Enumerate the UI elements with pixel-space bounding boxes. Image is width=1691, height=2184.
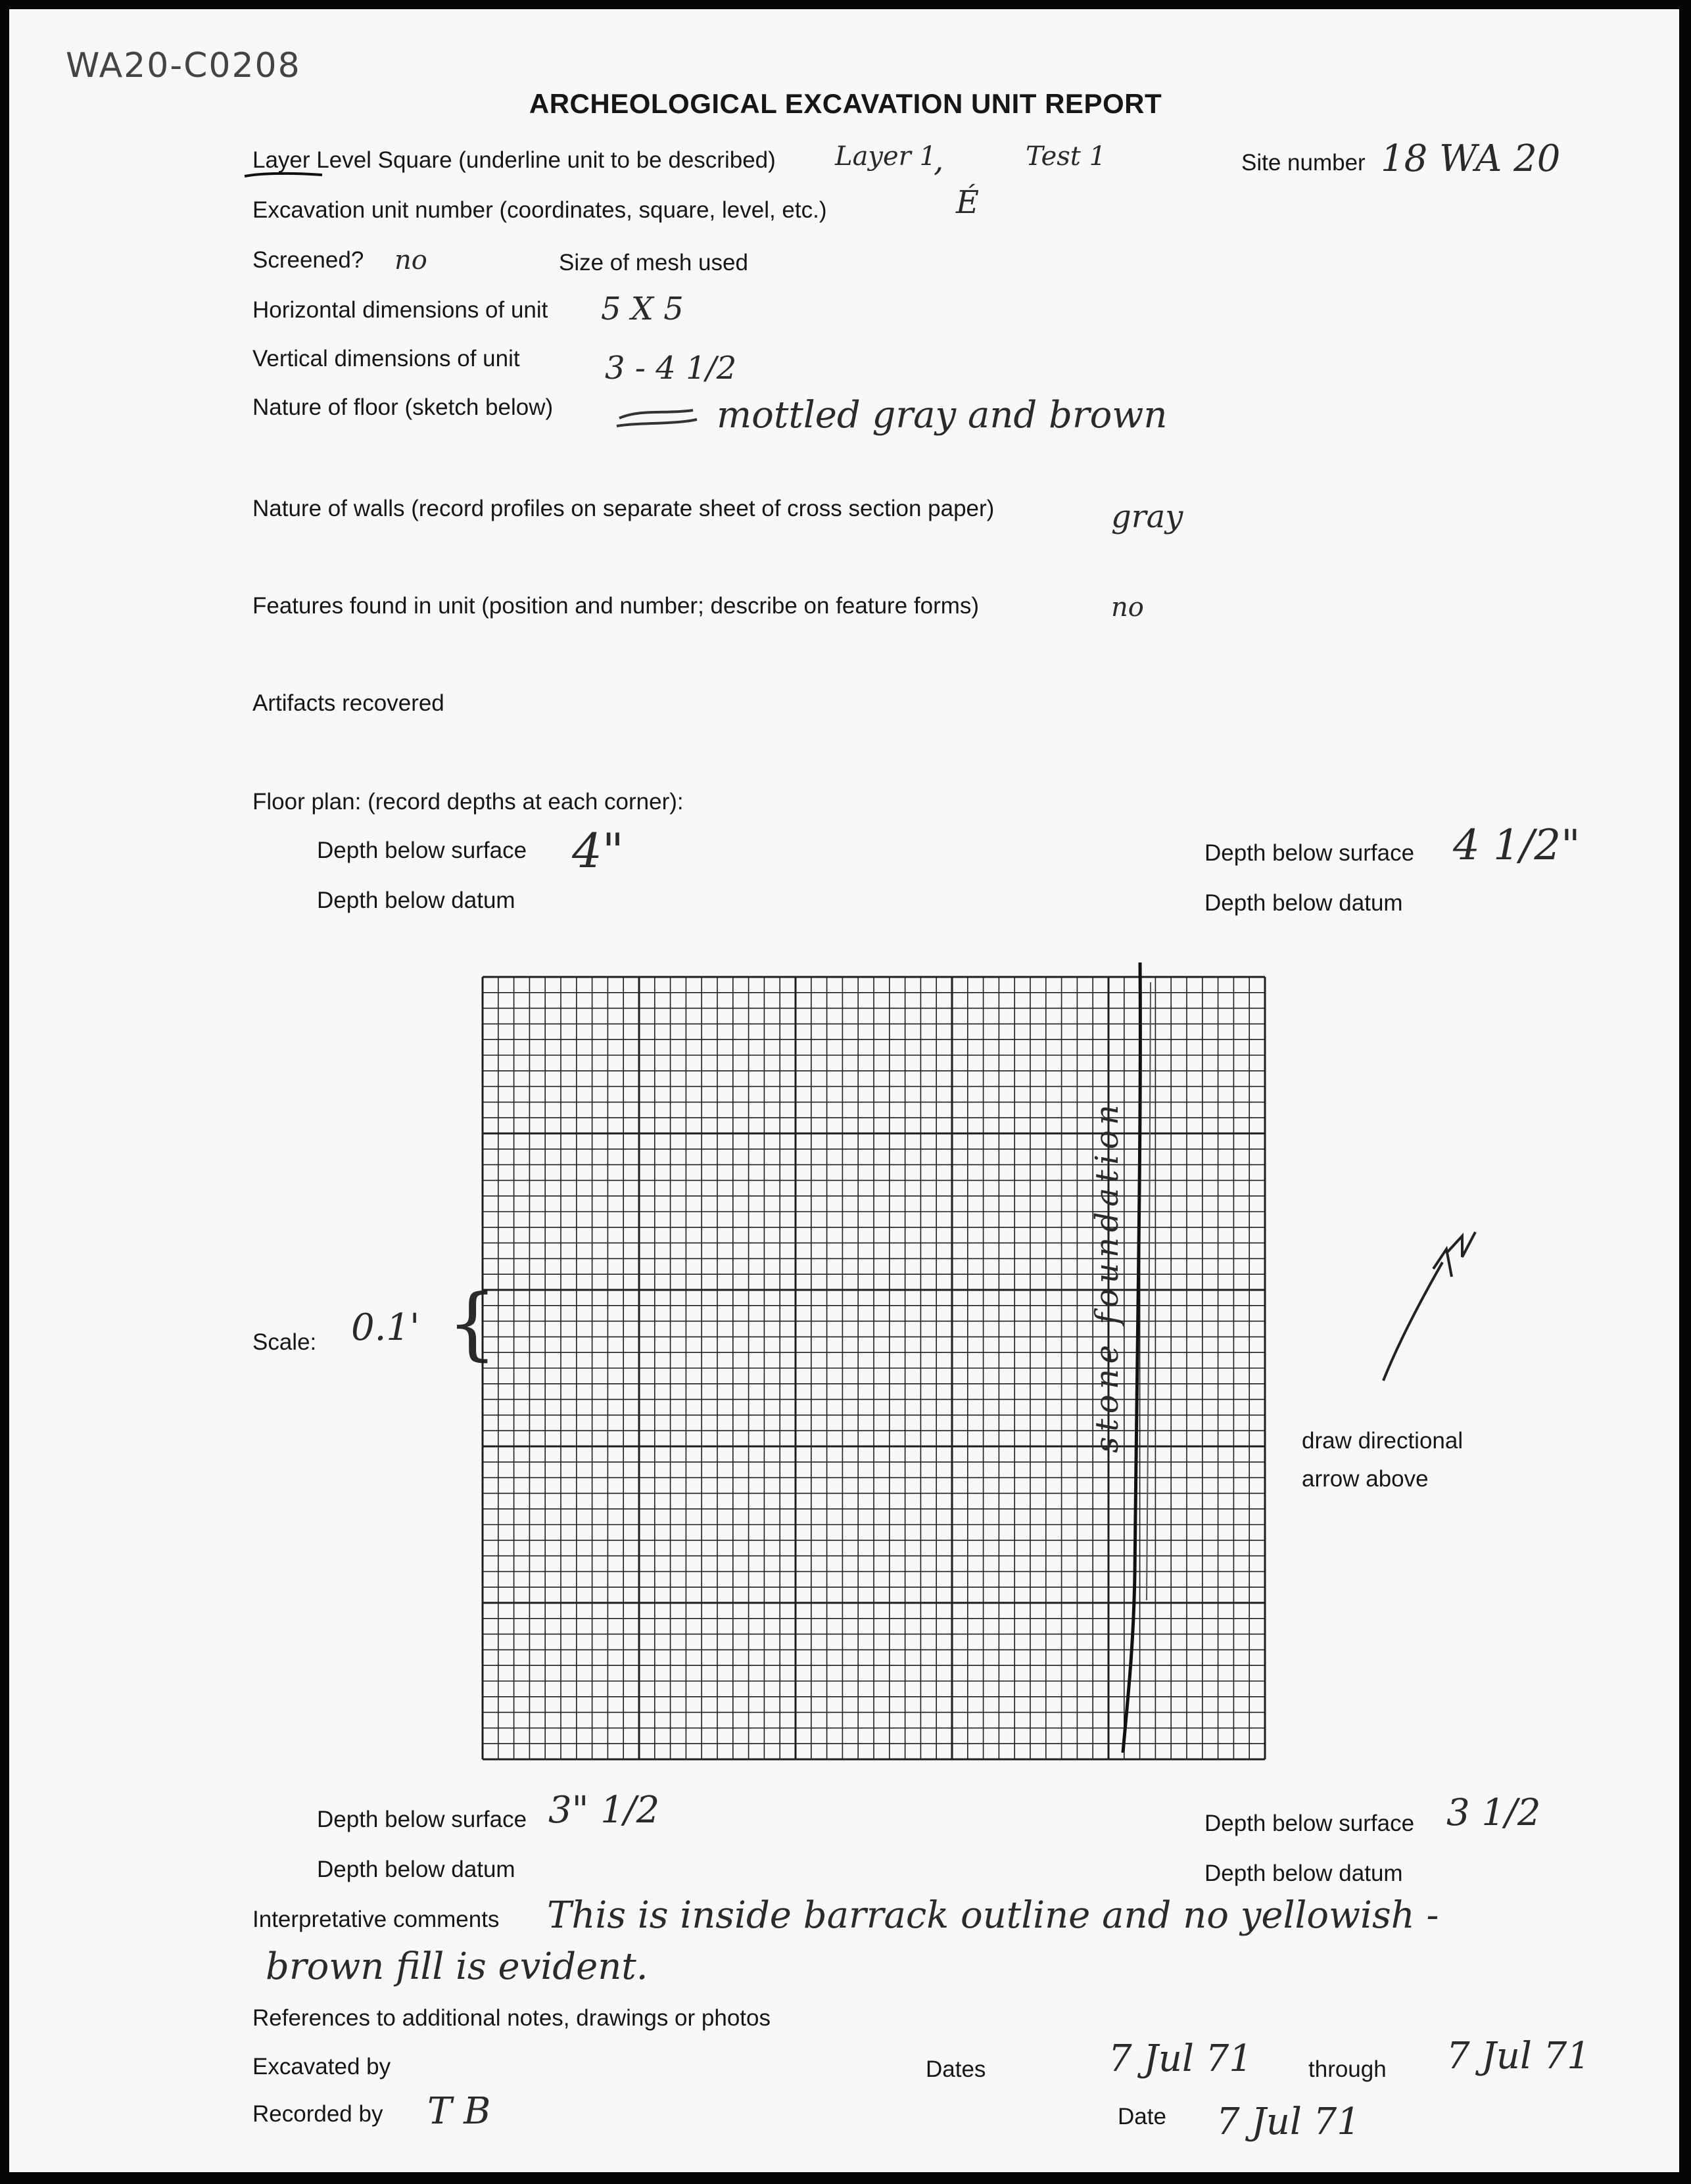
dates-label: Dates <box>926 2056 986 2082</box>
level-square-label: Level Square (underline unit to be described) <box>310 147 776 173</box>
nature-of-floor-value: mottled gray and brown <box>717 394 1168 437</box>
excavated-by-label: Excavated by <box>252 2054 391 2079</box>
top-left-depth-datum-label: Depth below datum <box>317 888 515 913</box>
horizontal-dimensions-value: 5 X 5 <box>601 291 684 327</box>
north-arrow-icon <box>1370 1223 1502 1394</box>
layer-underline <box>245 174 322 176</box>
floor-plan-label: Floor plan: (record depths at each corner): <box>252 789 684 815</box>
grid-annotation: stone foundation <box>1089 1099 1126 1453</box>
references-label: References to additional notes, drawings or photos <box>252 2005 771 2031</box>
screened-value: no <box>394 245 427 275</box>
report-sheet <box>9 9 1679 2172</box>
draw-arrow-label-line1: draw directional <box>1302 1428 1464 1454</box>
bottom-right-depth-surface-value: 3 1/2 <box>1446 1792 1541 1834</box>
draw-arrow-label-line2: arrow above <box>1302 1466 1429 1492</box>
bottom-left-depth-datum-label: Depth below datum <box>317 1857 515 1882</box>
excavation-unit-number-value: É <box>956 184 980 221</box>
top-right-depth-surface-value: 4 1/2" <box>1453 821 1581 870</box>
nature-of-walls-value: gray <box>1111 498 1183 535</box>
top-right-depth-surface-label: Depth below surface <box>1204 840 1415 866</box>
layer-value: Layer 1 <box>835 141 936 172</box>
mesh-size-label: Size of mesh used <box>559 250 748 275</box>
scale-brace-mark: { <box>447 1278 498 1369</box>
form-title: ARCHEOLOGICAL EXCAVATION UNIT REPORT <box>529 88 1162 119</box>
foundation-line-faint <box>1147 982 1151 1600</box>
vertical-dimensions-value: 3 - 4 1/2 <box>605 350 737 387</box>
catalog-stamp: WA20-C0208 <box>66 46 301 85</box>
dates-from-value: 7 Jul 71 <box>1108 2037 1252 2080</box>
excavation-unit-number-label: Excavation unit number (coordinates, square, level, etc.) <box>252 197 827 223</box>
scale-value: 0.1' <box>351 1306 420 1349</box>
features-found-label: Features found in unit (position and number; describe on feature forms) <box>252 593 980 619</box>
bottom-left-depth-surface-value: 3" 1/2 <box>548 1789 660 1832</box>
comma-mark: , <box>934 142 944 179</box>
dates-through-value: 7 Jul 71 <box>1446 2035 1590 2077</box>
screened-label: Screened? <box>252 247 364 273</box>
vertical-dimensions-label: Vertical dimensions of unit <box>252 346 520 371</box>
nature-of-floor-label: Nature of floor (sketch below) <box>252 394 554 420</box>
interpretative-comments-label: Interpretative comments <box>252 1907 500 1932</box>
top-right-depth-datum-label: Depth below datum <box>1204 890 1403 916</box>
features-found-value: no <box>1111 592 1144 623</box>
site-number-value: 18 WA 20 <box>1381 137 1561 180</box>
interpretative-comments-line2: brown fill is evident. <box>266 1945 648 1988</box>
recorded-by-label: Recorded by <box>252 2101 383 2127</box>
nature-of-walls-label: Nature of walls (record profiles on separate sheet of cross section paper) <box>252 496 995 521</box>
floor-plan-grid <box>9 9 1679 2172</box>
scale-label: Scale: <box>252 1329 317 1355</box>
site-number-label: Site number <box>1241 150 1366 176</box>
bottom-right-depth-surface-label: Depth below surface <box>1204 1811 1415 1836</box>
layer-underlined-label: Layer <box>252 147 310 173</box>
through-label: through <box>1308 2056 1387 2082</box>
interpretative-comments-line1: This is inside barrack outline and no yellowish - <box>547 1894 1439 1937</box>
top-left-depth-surface-label: Depth below surface <box>317 838 527 863</box>
recorded-by-value: T B <box>427 2090 491 2133</box>
artifacts-recovered-label: Artifacts recovered <box>252 690 444 716</box>
horizontal-dimensions-label: Horizontal dimensions of unit <box>252 297 548 323</box>
date-label: Date <box>1118 2104 1166 2129</box>
bottom-left-depth-surface-label: Depth below surface <box>317 1807 527 1832</box>
top-left-depth-surface-value: 4" <box>572 823 624 878</box>
test-value: Test 1 <box>1026 141 1107 172</box>
bottom-right-depth-datum-label: Depth below datum <box>1204 1861 1403 1886</box>
date-value: 7 Jul 71 <box>1216 2101 1360 2143</box>
